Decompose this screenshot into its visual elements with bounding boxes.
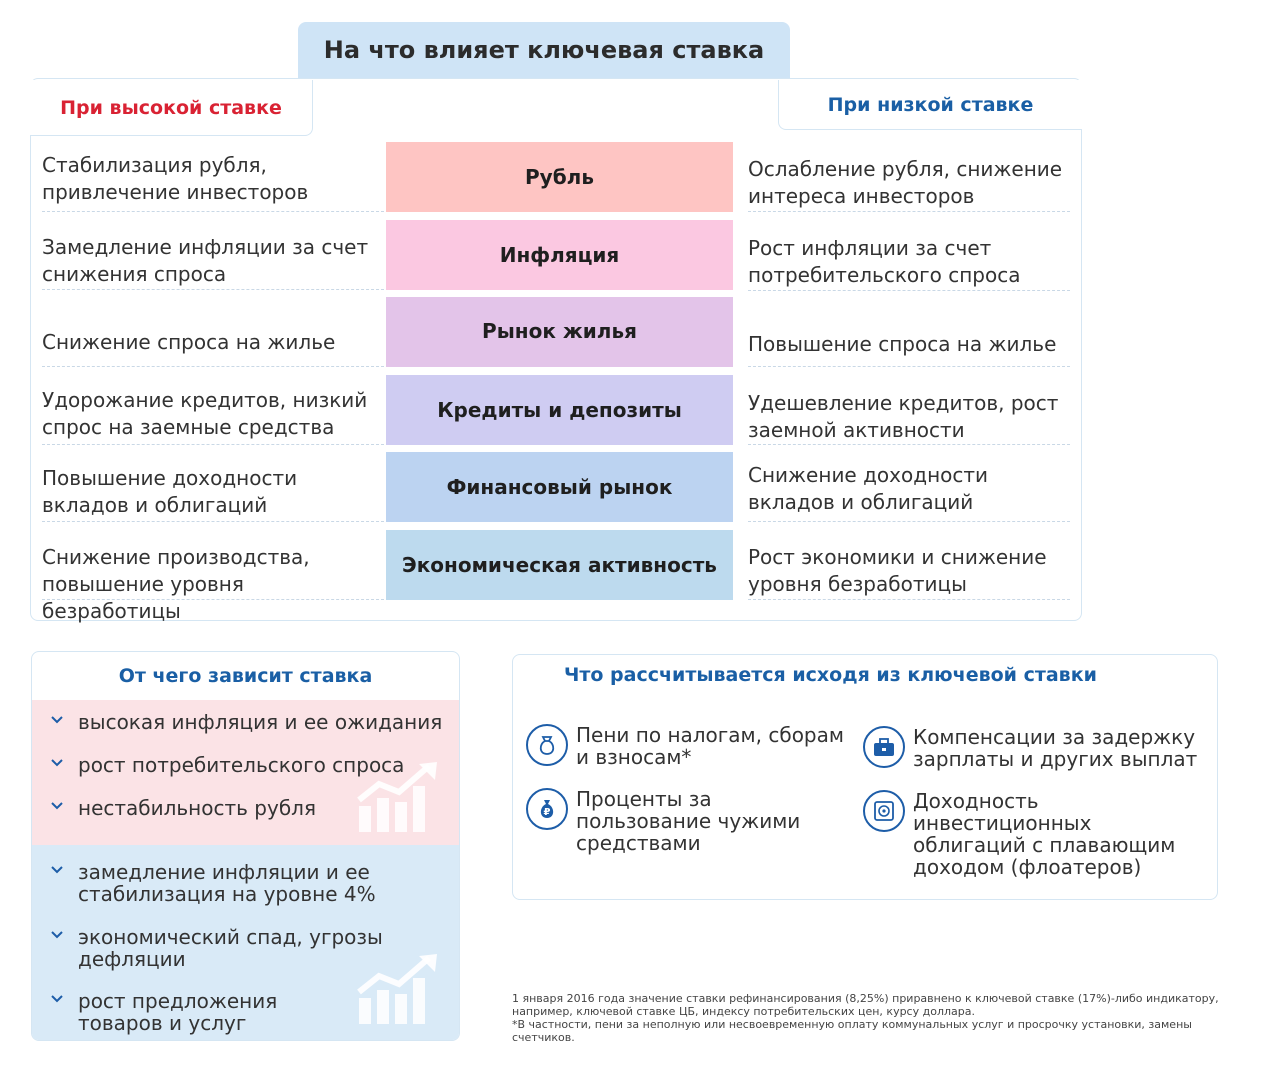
calc-item-penalties: Пени по налогам, сборам и взносам* (526, 724, 846, 768)
page-title: На что влияет ключевая ставка (298, 22, 790, 78)
list-item: замедление инфляции и ее стабилизация на уровне 4% (50, 861, 390, 905)
footnotes (512, 992, 1252, 1044)
list-item: экономический спад, угрозы дефляции (50, 926, 390, 970)
low-effect-economy: Рост экономики и снижение уровня безработицы (748, 538, 1070, 600)
high-rate-heading: При высокой ставке (30, 80, 313, 136)
safe-icon (863, 790, 905, 832)
low-effect-ruble: Ослабление рубля, снижение интереса инвесторов (748, 150, 1070, 212)
briefcase-icon (863, 726, 905, 768)
chevron-down-icon (50, 928, 64, 942)
factor-housing: Рынок жилья (386, 297, 733, 367)
high-effect-ruble: Стабилизация рубля, привлечение инвесторов (42, 146, 384, 212)
chevron-down-icon (50, 756, 64, 770)
list-item: нестабильность рубля (50, 797, 316, 819)
chevron-down-icon (50, 713, 64, 727)
calc-item-floaters: Доходность инвестиционных облигаций с плавающим доходом (флоатеров) (863, 790, 1208, 878)
high-effect-economy: Снижение производства, повышение уровня безработицы (42, 538, 384, 600)
bag-icon (526, 724, 568, 766)
chevron-down-icon (50, 992, 64, 1006)
calculated-title: Что рассчитывается исходя из ключевой ставки (564, 664, 1097, 686)
low-rate-heading: При низкой ставке (778, 80, 1082, 130)
ruble-bag-icon (526, 788, 568, 830)
low-effect-housing: Повышение спроса на жилье (748, 325, 1070, 367)
factor-economy: Экономическая активность (386, 530, 733, 600)
footnote-1: 1 января 2016 года значение ставки рефинансирования (8,25%) приравнено к ключевой ставке (17%)-либо индикатору, например, ключевой ставке ЦБ, индексу потребительских цен, курсу доллара. (512, 992, 1219, 1018)
list-item: рост потребительского спроса (50, 754, 404, 776)
high-effect-finance: Повышение доходности вкладов и облигаций (42, 459, 384, 522)
footnote-2: *В частности, пени за неполную или несвоевременную оплату коммунальных услуг и просрочку установки, замены счетчиков. (512, 1018, 1192, 1044)
factor-finance: Финансовый рынок (386, 452, 733, 522)
low-effect-credits: Удешевление кредитов, рост заемной активности (748, 384, 1070, 445)
low-effect-finance: Снижение доходности вкладов и облигаций (748, 456, 1070, 522)
svg-text:₽: ₽ (543, 807, 551, 818)
high-effect-inflation: Замедление инфляции за счет снижения спроса (42, 228, 384, 290)
calc-item-compensation: Компенсации за задержку зарплаты и других выплат (863, 726, 1203, 770)
factor-inflation: Инфляция (386, 220, 733, 290)
high-effect-housing: Снижение спроса на жилье (42, 323, 384, 367)
factor-ruble: Рубль (386, 142, 733, 212)
chevron-down-icon (50, 799, 64, 813)
calc-item-interest: ₽ Проценты за пользование чужими средствами (526, 788, 846, 854)
rate-dependencies-panel (31, 651, 460, 1041)
factor-credits: Кредиты и депозиты (386, 375, 733, 445)
high-effect-credits: Удорожание кредитов, низкий спрос на заемные средства (42, 381, 384, 445)
low-effect-inflation: Рост инфляции за счет потребительского спроса (748, 229, 1070, 291)
list-item: рост предложения товаров и услуг (50, 990, 310, 1034)
dependencies-title: От чего зависит ставка (118, 665, 373, 687)
list-item: высокая инфляция и ее ожидания (50, 711, 442, 733)
chevron-down-icon (50, 863, 64, 877)
